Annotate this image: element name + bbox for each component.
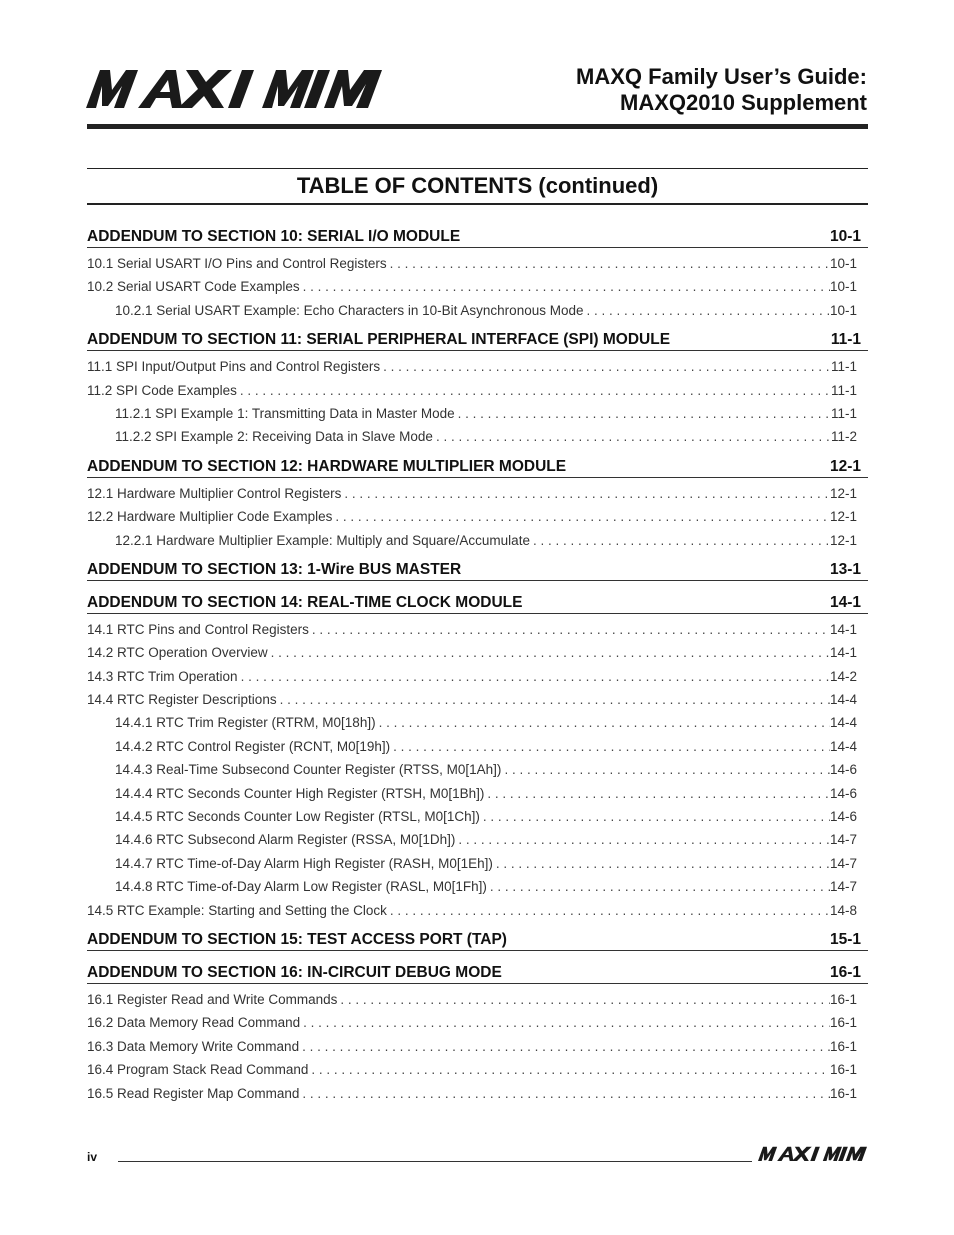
toc-entry	[87, 875, 868, 898]
toc-section-page: 14-1	[829, 593, 861, 611]
toc-entry-title: 16.1 Register Read and Write Commands	[87, 991, 338, 1007]
dot-leader	[341, 482, 830, 505]
toc-entry-page: 10-1	[829, 302, 857, 318]
toc-entry	[87, 1035, 868, 1058]
toc-entry-page: 14-8	[829, 902, 857, 918]
document-title-line-2: MAXQ2010 Supplement	[620, 90, 867, 115]
toc-entry-title: 10.1 Serial USART I/O Pins and Control Registers	[87, 256, 387, 271]
toc-entry-page: 11-2	[830, 429, 857, 445]
toc-entry-title: 11.2.2 SPI Example 2: Receiving Data in Slave Mode	[115, 429, 433, 445]
toc-entry-title: 14.4.1 RTC Trim Register (RTRM, M0[18h])	[115, 715, 376, 731]
toc-entry	[87, 758, 868, 781]
toc-entry-title: 12.1 Hardware Multiplier Control Registers	[87, 485, 342, 501]
toc-entry-page: 14-2	[829, 668, 857, 684]
toc-entry	[87, 665, 868, 688]
toc-entry-title: 14.1 RTC Pins and Control Registers	[87, 621, 309, 637]
toc-section-page: 12-1	[829, 457, 861, 475]
toc-entry-page: 10-1	[829, 256, 857, 271]
toc-section-page: 10-1	[829, 228, 861, 245]
toc-entry-page: 11-1	[830, 405, 857, 421]
toc-entry	[87, 379, 868, 402]
dot-leader	[376, 711, 830, 734]
dot-leader	[530, 529, 830, 552]
dot-leader	[268, 641, 830, 664]
toc-entry-page: 14-4	[829, 715, 857, 731]
dot-leader	[380, 355, 831, 378]
toc-entry-page: 10-1	[829, 279, 857, 295]
toc-entry-title: 16.3 Data Memory Write Command	[87, 1038, 300, 1054]
dot-leader	[433, 425, 831, 448]
toc-entry-title: 14.4.6 RTC Subsecond Alarm Register (RSSA, M0[1Dh])	[115, 832, 456, 848]
toc-entry	[87, 1082, 868, 1105]
dot-leader	[387, 252, 830, 275]
table-of-contents	[87, 224, 868, 1110]
toc-entry-title: 14.4.8 RTC Time-of-Day Alarm Low Register (RASL, M0[1Fh])	[115, 879, 487, 895]
toc-section-title: ADDENDUM TO SECTION 11: SERIAL PERIPHERAL INTERFACE (SPI) MODULE	[87, 331, 671, 349]
toc-entry-title: 14.5 RTC Example: Starting and Setting the Clock	[87, 902, 387, 918]
toc-entry	[87, 275, 868, 298]
toc-entry-page: 16-1	[829, 1038, 857, 1054]
toc-entry	[87, 782, 868, 805]
toc-section-page: 13-1	[829, 560, 861, 578]
toc-section-title: ADDENDUM TO SECTION 12: HARDWARE MULTIPLIER MODULE	[87, 457, 567, 475]
dot-leader	[487, 875, 830, 898]
toc-entry-page: 14-4	[829, 692, 857, 708]
toc-entry	[87, 482, 868, 505]
toc-entry-title: 16.4 Program Stack Read Command	[87, 1062, 309, 1078]
footer-rule	[118, 1161, 752, 1162]
dot-leader	[237, 379, 831, 402]
toc-entry	[87, 805, 868, 828]
toc-entry	[87, 852, 868, 875]
dot-leader	[493, 852, 830, 875]
document-title-line-1: MAXQ Family User’s Guide:	[576, 64, 867, 89]
toc-entry-page: 14-7	[829, 879, 857, 895]
toc-section-title: ADDENDUM TO SECTION 14: REAL-TIME CLOCK MODULE	[87, 593, 523, 611]
toc-entry-page: 16-1	[829, 1015, 857, 1031]
toc-entry-title: 12.2 Hardware Multiplier Code Examples	[87, 509, 333, 525]
toc-entry-title: 14.2 RTC Operation Overview	[87, 645, 268, 661]
toc-entry-page: 14-6	[829, 762, 857, 778]
toc-entry-title: 11.1 SPI Input/Output Pins and Control Registers	[87, 359, 381, 375]
toc-heading: TABLE OF CONTENTS (continued)	[296, 173, 659, 198]
dot-leader	[299, 1035, 830, 1058]
toc-section-heading	[87, 927, 868, 951]
toc-section-heading	[87, 557, 868, 581]
toc-entry-page: 14-6	[829, 809, 857, 825]
dot-leader	[387, 899, 830, 922]
dot-leader	[238, 665, 830, 688]
toc-entry	[87, 529, 868, 552]
toc-entry-title: 11.2 SPI Code Examples	[87, 382, 237, 398]
toc-entry-page: 12-1	[829, 509, 857, 525]
dot-leader	[300, 1011, 830, 1034]
toc-entry	[87, 402, 868, 425]
toc-heading-box	[87, 168, 868, 205]
toc-entry-title: 14.4 RTC Register Descriptions	[87, 692, 277, 708]
toc-entry-title: 14.3 RTC Trim Operation	[87, 668, 238, 684]
dot-leader	[455, 828, 830, 851]
toc-entry-page: 14-7	[829, 855, 857, 871]
toc-section-heading	[87, 590, 868, 614]
dot-leader	[480, 805, 830, 828]
section-gap	[87, 1105, 868, 1110]
toc-section-title: ADDENDUM TO SECTION 16: IN-CIRCUIT DEBUG MODE	[87, 963, 502, 981]
toc-section-page: 15-1	[829, 930, 861, 948]
maxim-logo	[86, 68, 382, 108]
toc-entry-page: 11-1	[830, 359, 857, 375]
toc-entry-page: 14-7	[829, 832, 857, 848]
toc-entry	[87, 252, 868, 275]
toc-entry-title: 14.4.5 RTC Seconds Counter Low Register (RTSL, M0[1Ch])	[115, 809, 480, 825]
toc-entry	[87, 505, 868, 528]
toc-entry-page: 16-1	[829, 991, 857, 1007]
toc-entry	[87, 618, 868, 641]
toc-entry-title: 10.2.1 Serial USART Example: Echo Characters in 10-Bit Asynchronous Mode	[115, 302, 584, 318]
dot-leader	[501, 758, 830, 781]
toc-entry	[87, 425, 868, 448]
dot-leader	[390, 735, 830, 758]
dot-leader	[299, 1082, 830, 1105]
toc-section-title: ADDENDUM TO SECTION 15: TEST ACCESS PORT (TAP)	[87, 930, 507, 948]
toc-entry-title: 16.5 Read Register Map Command	[87, 1085, 300, 1101]
dot-leader	[455, 402, 831, 425]
toc-entry-page: 16-1	[829, 1062, 857, 1078]
toc-entry	[87, 711, 868, 734]
toc-entry-page: 16-1	[829, 1085, 857, 1101]
toc-section-page: 11-1	[830, 331, 861, 349]
toc-entry-page: 12-1	[829, 532, 857, 548]
maxim-footer-logo	[758, 1146, 867, 1161]
dot-leader	[300, 275, 830, 298]
toc-entry-page: 11-1	[830, 382, 857, 398]
toc-entry-title: 11.2.1 SPI Example 1: Transmitting Data in Master Mode	[115, 405, 455, 421]
toc-section-heading	[87, 960, 868, 984]
toc-entry-page: 14-6	[829, 785, 857, 801]
toc-entry-page: 14-1	[829, 621, 857, 637]
toc-entry	[87, 355, 868, 378]
toc-entry	[87, 1058, 868, 1081]
toc-section-title: ADDENDUM TO SECTION 10: SERIAL I/O MODULE	[87, 228, 461, 245]
dot-leader	[308, 1058, 830, 1081]
toc-entry	[87, 1011, 868, 1034]
toc-entry-page: 14-1	[829, 645, 857, 661]
toc-section-title: ADDENDUM TO SECTION 13: 1-Wire BUS MASTER	[87, 560, 462, 578]
dot-leader	[484, 782, 830, 805]
toc-entry	[87, 828, 868, 851]
toc-entry-title: 10.2 Serial USART Code Examples	[87, 279, 300, 295]
toc-entry-title: 14.4.3 Real-Time Subsecond Counter Register (RTSS, M0[1Ah])	[115, 762, 502, 778]
toc-entry-page: 12-1	[829, 485, 857, 501]
dot-leader	[332, 505, 830, 528]
toc-entry-title: 12.2.1 Hardware Multiplier Example: Multiply and Square/Accumulate	[115, 532, 530, 548]
toc-entry	[87, 988, 868, 1011]
toc-entry	[87, 735, 868, 758]
toc-entry-title: 14.4.2 RTC Control Register (RCNT, M0[19h])	[115, 738, 391, 754]
toc-section-heading	[87, 327, 868, 351]
header-rule	[87, 124, 868, 129]
toc-section-heading	[87, 224, 868, 248]
toc-entry-title: 14.4.4 RTC Seconds Counter High Register (RTSH, M0[1Bh])	[115, 785, 485, 801]
dot-leader	[309, 618, 830, 641]
toc-entry	[87, 641, 868, 664]
dot-leader	[277, 688, 830, 711]
toc-entry	[87, 299, 868, 322]
page-number: iv	[87, 1150, 98, 1164]
dot-leader	[337, 988, 830, 1011]
toc-section-page: 16-1	[829, 963, 861, 981]
toc-entry	[87, 688, 868, 711]
toc-entry	[87, 899, 868, 922]
toc-section-heading	[87, 454, 868, 478]
toc-entry-title: 16.2 Data Memory Read Command	[87, 1015, 301, 1031]
dot-leader	[584, 299, 830, 322]
document-title	[576, 64, 867, 116]
toc-entry-title: 14.4.7 RTC Time-of-Day Alarm High Register (RASH, M0[1Eh])	[115, 855, 493, 871]
toc-entry-page: 14-4	[829, 738, 857, 754]
